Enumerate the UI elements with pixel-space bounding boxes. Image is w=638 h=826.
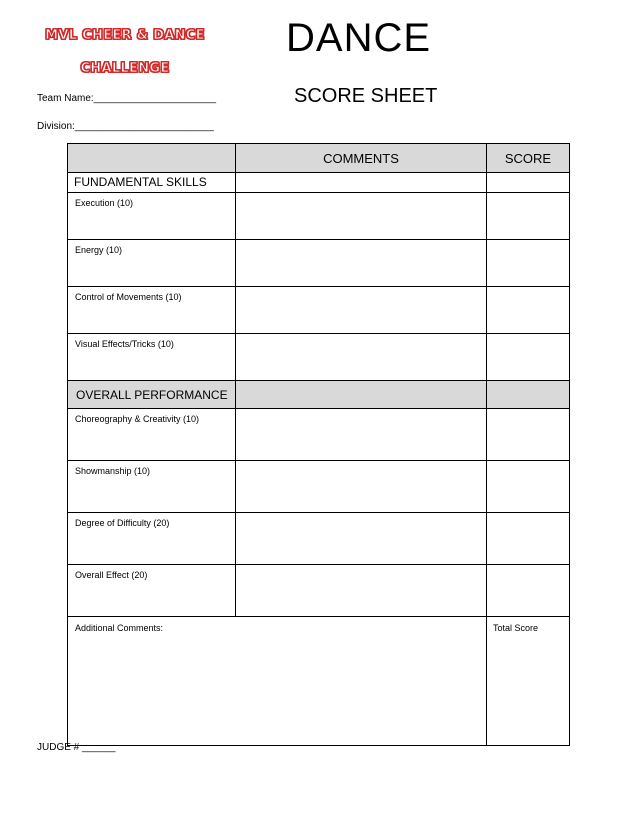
score-cell[interactable] [487,461,570,513]
criterion-label: Visual Effects/Tricks (10) [68,334,236,381]
table-row [68,565,570,617]
score-cell[interactable] [487,193,570,240]
table-row [68,409,570,461]
logo-line-2: CHALLENGE [80,61,170,76]
judge-number-field[interactable]: JUDGE # ______ [37,742,116,753]
score-cell[interactable] [487,381,570,409]
score-cell[interactable] [487,409,570,461]
comment-cell[interactable] [236,287,487,334]
table-row [68,193,570,240]
table-row [68,513,570,565]
page-subtitle: SCORE SHEET [294,85,438,107]
comment-cell[interactable] [236,240,487,287]
section-row-fundamental-skills [68,173,570,193]
criterion-label: Control of Movements (10) [68,287,236,334]
criterion-label: Execution (10) [68,193,236,240]
additional-comments-cell[interactable]: Additional Comments: [68,617,487,746]
score-cell[interactable] [487,334,570,381]
section-title: OVERALL PERFORMANCE [68,381,236,409]
score-cell[interactable] [487,565,570,617]
table-row [68,287,570,334]
comment-cell[interactable] [236,513,487,565]
score-table [67,143,570,746]
section-title: FUNDAMENTAL SKILLS [68,173,236,193]
table-row [68,334,570,381]
table-row [68,461,570,513]
header-comments: COMMENTS [236,144,487,173]
score-cell[interactable] [487,240,570,287]
total-score-cell[interactable]: Total Score [487,617,570,746]
comment-cell[interactable] [236,334,487,381]
table-footer-row [68,617,570,746]
score-cell[interactable] [487,513,570,565]
header-score: SCORE [487,144,570,173]
team-name-field[interactable]: Team Name:______________________ [37,93,217,104]
header-criteria-cell [68,144,236,173]
score-cell[interactable] [487,287,570,334]
comment-cell[interactable] [236,381,487,409]
comment-cell[interactable] [236,173,487,193]
comment-cell[interactable] [236,565,487,617]
criterion-label: Degree of Difficulty (20) [68,513,236,565]
comment-cell[interactable] [236,461,487,513]
page-title: DANCE [286,16,432,60]
logo-line-1: MVL CHEER & DANCE [45,28,205,43]
event-logo [40,28,210,76]
criterion-label: Energy (10) [68,240,236,287]
criterion-label: Choreography & Creativity (10) [68,409,236,461]
criterion-label: Showmanship (10) [68,461,236,513]
section-row-overall-performance [68,381,570,409]
comment-cell[interactable] [236,193,487,240]
table-row [68,240,570,287]
table-header-row [68,144,570,173]
comment-cell[interactable] [236,409,487,461]
division-field[interactable]: Division:_________________________ [37,121,214,132]
criterion-label: Overall Effect (20) [68,565,236,617]
score-cell[interactable] [487,173,570,193]
